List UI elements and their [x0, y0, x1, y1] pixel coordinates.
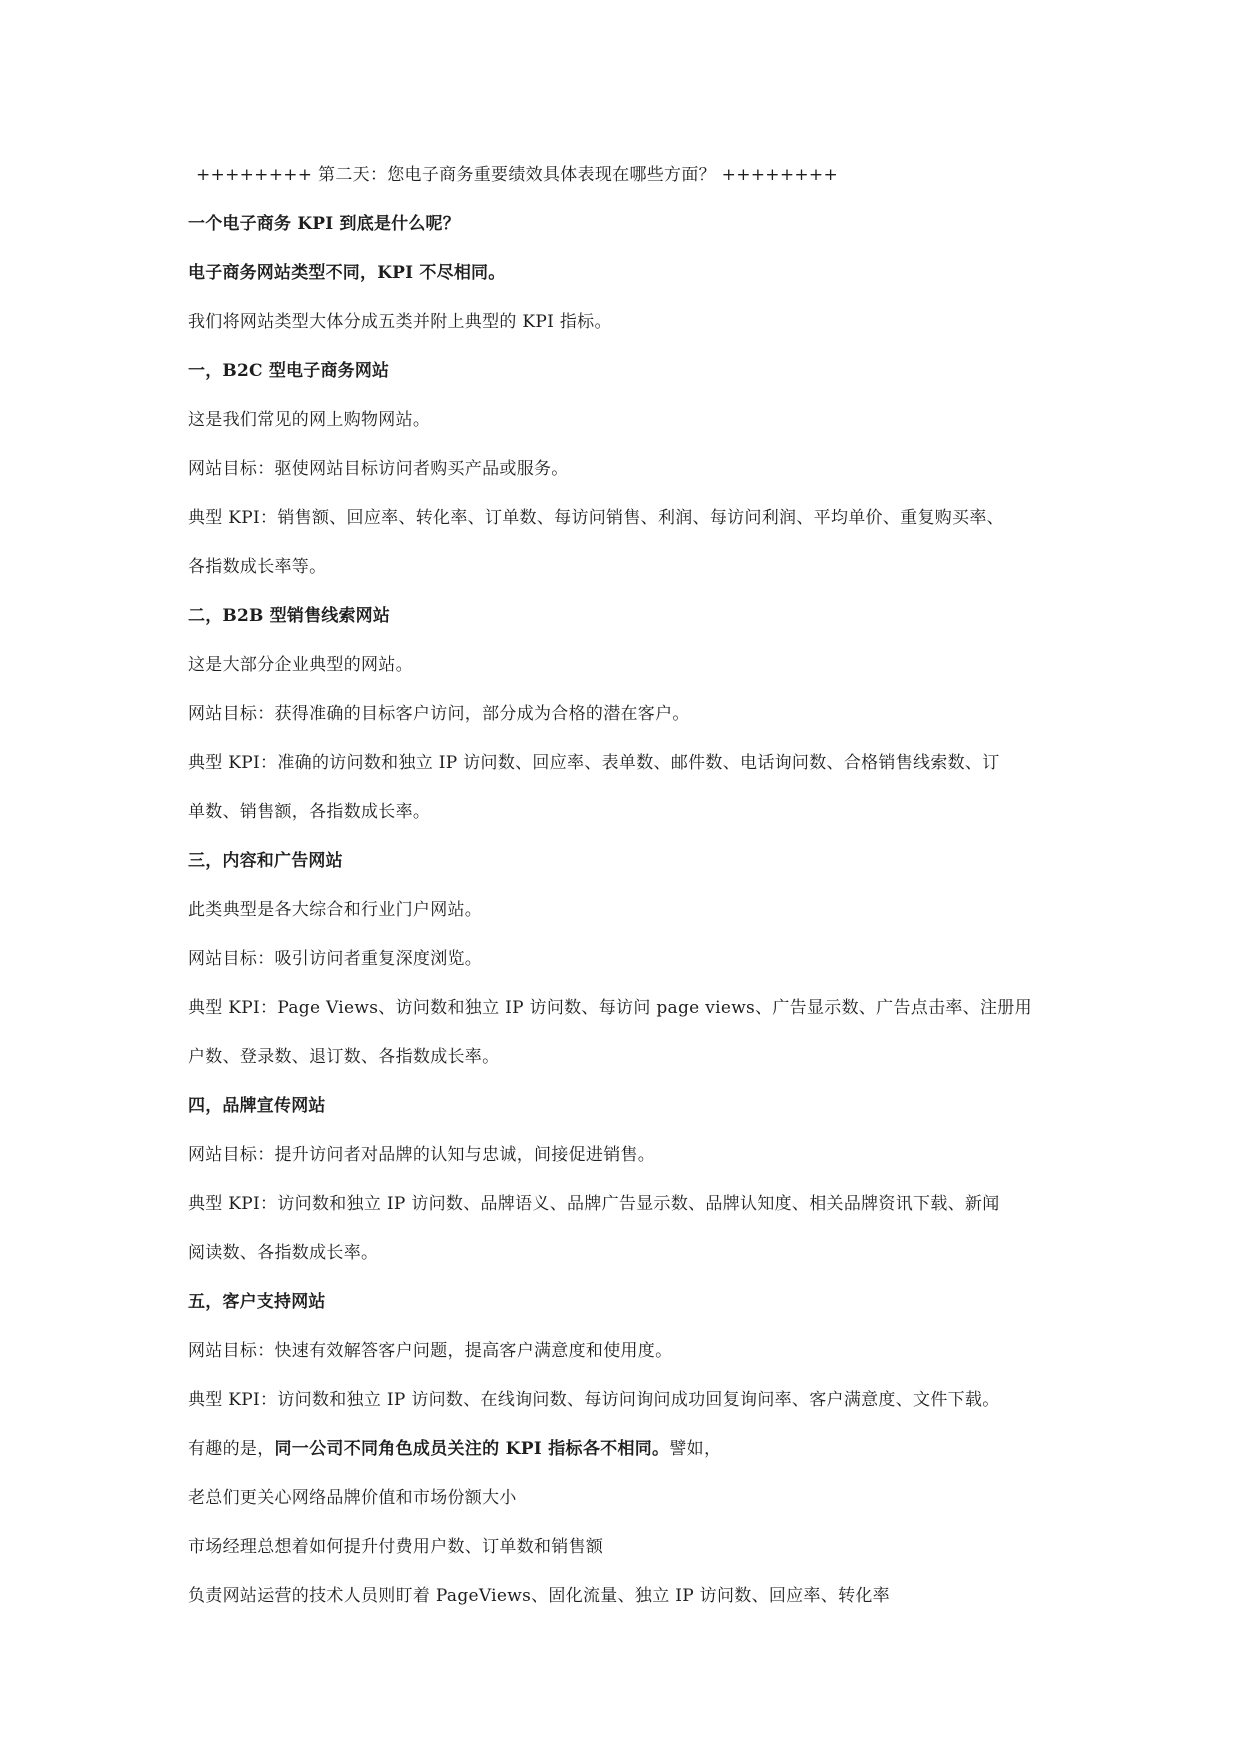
role-marketing-line: 市场经理总想着如何提升付费用户数、订单数和销售额 — [188, 1537, 604, 1557]
closing-emphasis: 同一公司不同角色成员关注的 KPI 指标各不相同。 — [274, 1439, 670, 1459]
section-kpi-brand-continued: 阅读数、各指数成长率。 — [188, 1243, 379, 1263]
section-title-b2b: 二，B2B 型销售线索网站 — [188, 606, 391, 626]
section-kpi-content: 典型 KPI：Page Views、访问数和独立 IP 访问数、每访问 page views、广告显示数、广告点击率、注册用 — [188, 998, 1032, 1018]
section-title-content: 三，内容和广告网站 — [188, 851, 343, 871]
role-tech-line: 负责网站运营的技术人员则盯着 PageViews、固化流量、独立 IP 访问数、回应率、转化率 — [188, 1586, 890, 1606]
section-title-support: 五，客户支持网站 — [188, 1292, 326, 1312]
section-description-b2b: 这是大部分企业典型的网站。 — [188, 655, 413, 675]
section-kpi-b2c-continued: 各指数成长率等。 — [188, 557, 327, 577]
section-title-brand: 四，品牌宣传网站 — [188, 1096, 326, 1116]
section-title-b2c: 一，B2C 型电子商务网站 — [188, 361, 390, 381]
intro-paragraph: 我们将网站类型大体分成五类并附上典型的 KPI 指标。 — [188, 312, 612, 332]
section-goal-b2c: 网站目标：驱使网站目标访问者购买产品或服务。 — [188, 459, 569, 479]
section-description-content: 此类典型是各大综合和行业门户网站。 — [188, 900, 483, 920]
section-kpi-b2c: 典型 KPI：销售额、回应率、转化率、订单数、每访问销售、利润、每访问利润、平均单价、重复购买率、 — [188, 508, 1004, 528]
section-goal-support: 网站目标：快速有效解答客户问题，提高客户满意度和使用度。 — [188, 1341, 673, 1361]
day-header: ++++++++ 第二天：您电子商务重要绩效具体表现在哪些方面？ ++++++++ — [196, 165, 839, 185]
section-goal-content: 网站目标：吸引访问者重复深度浏览。 — [188, 949, 483, 969]
role-ceo-line: 老总们更关心网络品牌价值和市场份额大小 — [188, 1488, 517, 1508]
section-kpi-b2b: 典型 KPI：准确的访问数和独立 IP 访问数、回应率、表单数、邮件数、电话询问数、合格销售线索数、订 — [188, 753, 1000, 773]
section-goal-b2b: 网站目标：获得准确的目标客户访问，部分成为合格的潜在客户。 — [188, 704, 690, 724]
section-description-b2c: 这是我们常见的网上购物网站。 — [188, 410, 431, 430]
section-kpi-brand: 典型 KPI：访问数和独立 IP 访问数、品牌语义、品牌广告显示数、品牌认知度、相关品牌资讯下载、新闻 — [188, 1194, 1000, 1214]
main-heading: 一个电子商务 KPI 到底是什么呢？ — [188, 214, 460, 234]
section-kpi-b2b-continued: 单数、销售额，各指数成长率。 — [188, 802, 431, 822]
closing-prefix: 有趣的是， — [188, 1439, 275, 1459]
section-kpi-content-continued: 户数、登录数、退订数、各指数成长率。 — [188, 1047, 500, 1067]
closing-paragraph — [188, 1436, 1068, 1462]
sub-heading: 电子商务网站类型不同，KPI 不尽相同。 — [188, 263, 506, 283]
section-kpi-support: 典型 KPI：访问数和独立 IP 访问数、在线询问数、每访问询问成功回复询问率、客户满意度、文件下载。 — [188, 1390, 1000, 1410]
section-goal-brand: 网站目标：提升访问者对品牌的认知与忠诚，间接促进销售。 — [188, 1145, 656, 1165]
closing-suffix: 譬如， — [669, 1439, 722, 1459]
